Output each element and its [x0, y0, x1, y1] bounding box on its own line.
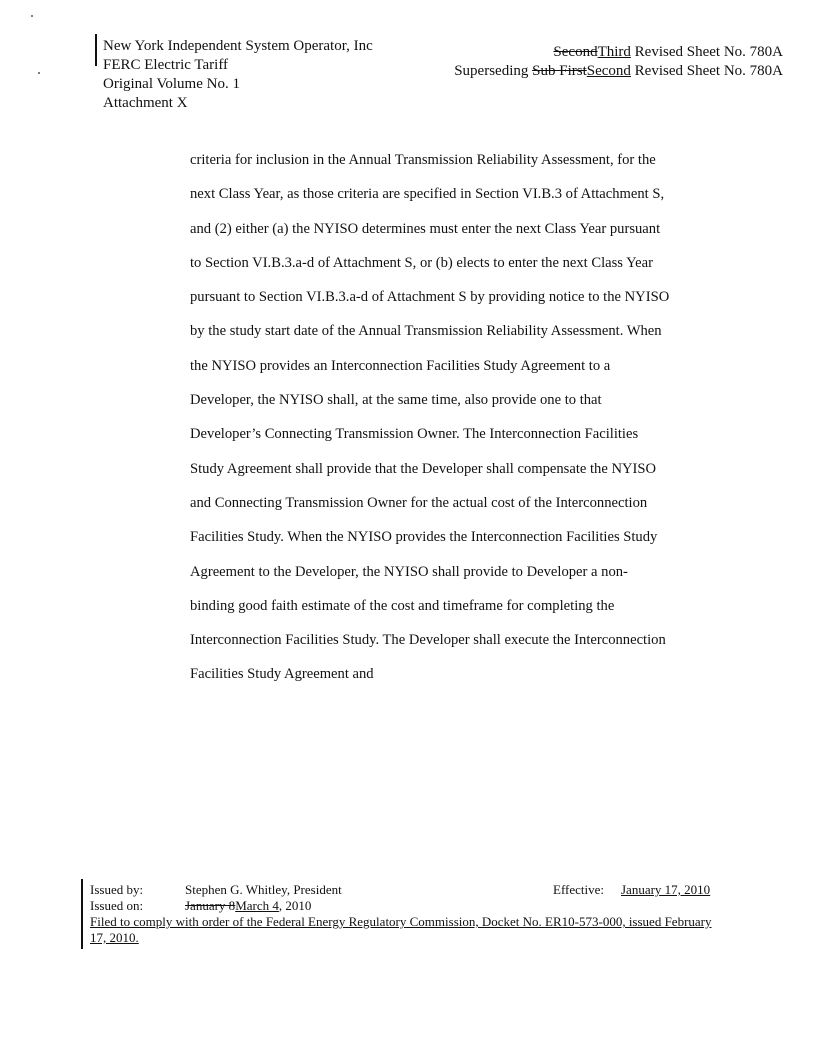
body-line: pursuant to Section VI.B.3.a-d of Attachment S by providing notice to the NYISO	[190, 289, 670, 306]
body-line: Developer, the NYISO shall, at the same time, also provide one to that	[190, 392, 602, 409]
company-name: New York Independent System Operator, Inc	[103, 38, 373, 54]
tariff-footer	[90, 882, 730, 945]
body-line: next Class Year, as those criteria are specified in Section VI.B.3 of Attachment S,	[190, 186, 665, 203]
sheet-number	[454, 43, 783, 62]
body-line: and Connecting Transmission Owner for the actual cost of the Interconnection	[190, 494, 648, 511]
issued-by-value: Stephen G. Whitley, President	[185, 882, 342, 897]
tariff-name: FERC Electric Tariff	[103, 57, 229, 73]
filed-row	[90, 914, 730, 945]
body-line: Developer’s Connecting Transmission Owner. The Interconnection Facilities	[190, 426, 639, 443]
body-line: criteria for inclusion in the Annual Transmission Reliability Assessment, for the	[190, 152, 656, 168]
body-line: binding good faith estimate of the cost and timeframe for completing the	[190, 597, 615, 614]
inserted-text: Third	[597, 44, 631, 60]
sheet-header	[454, 43, 783, 81]
tariff-header	[103, 37, 373, 113]
body-line: to Section VI.B.3.a-d of Attachment S, or (b) elects to enter the next Class Year	[190, 254, 653, 271]
superseding-sheet	[454, 62, 783, 81]
deleted-text: Second	[553, 44, 598, 60]
superseding-prefix: Superseding	[454, 63, 533, 79]
effective-date: January 17, 2010	[621, 882, 711, 897]
inserted-text: March 4	[235, 898, 279, 913]
deleted-text: Sub First	[532, 63, 587, 79]
issued-on-year: , 2010	[278, 898, 312, 913]
body-line: by the study start date of the Annual Transmission Reliability Assessment. When	[190, 323, 662, 340]
filed-statement: Filed to comply with order of the Federal Energy Regulatory Commission, Docket No. ER10-573-000, issued February 17, 2010.	[90, 914, 712, 945]
issued-on-value	[185, 898, 311, 914]
body-paragraph	[190, 143, 730, 692]
issued-by-row	[90, 882, 730, 898]
effective-label: Effective:	[553, 882, 605, 897]
body-line: Agreement to the Developer, the NYISO shall provide to Developer a non-	[190, 563, 628, 580]
body-line: the NYISO provides an Interconnection Facilities Study Agreement to a	[190, 357, 611, 374]
body-line: Interconnection Facilities Study. The Developer shall execute the Interconnection	[190, 632, 666, 649]
revision-bar-header	[95, 34, 97, 66]
scan-speck	[31, 15, 33, 17]
inserted-text: Second	[586, 63, 631, 79]
body-line: Study Agreement shall provide that the Developer shall compensate the NYISO	[190, 460, 657, 477]
issued-on-label: Issued on:	[90, 898, 144, 913]
superseding-rest: Revised Sheet No. 780A	[630, 63, 783, 79]
volume: Original Volume No. 1	[103, 76, 240, 92]
issued-on-row	[90, 898, 730, 914]
body-line: Facilities Study Agreement and	[190, 666, 374, 683]
issued-by-label: Issued by:	[90, 882, 144, 897]
attachment: Attachment X	[103, 95, 188, 111]
deleted-text: January 8	[185, 898, 236, 913]
revision-bar-footer	[81, 879, 83, 949]
body-line: and (2) either (a) the NYISO determines must enter the next Class Year pursuant	[190, 220, 661, 237]
sheet-number-rest: Revised Sheet No. 780A	[630, 44, 783, 60]
body-line: Facilities Study. When the NYISO provides the Interconnection Facilities Study	[190, 529, 658, 546]
scan-speck	[38, 72, 40, 74]
